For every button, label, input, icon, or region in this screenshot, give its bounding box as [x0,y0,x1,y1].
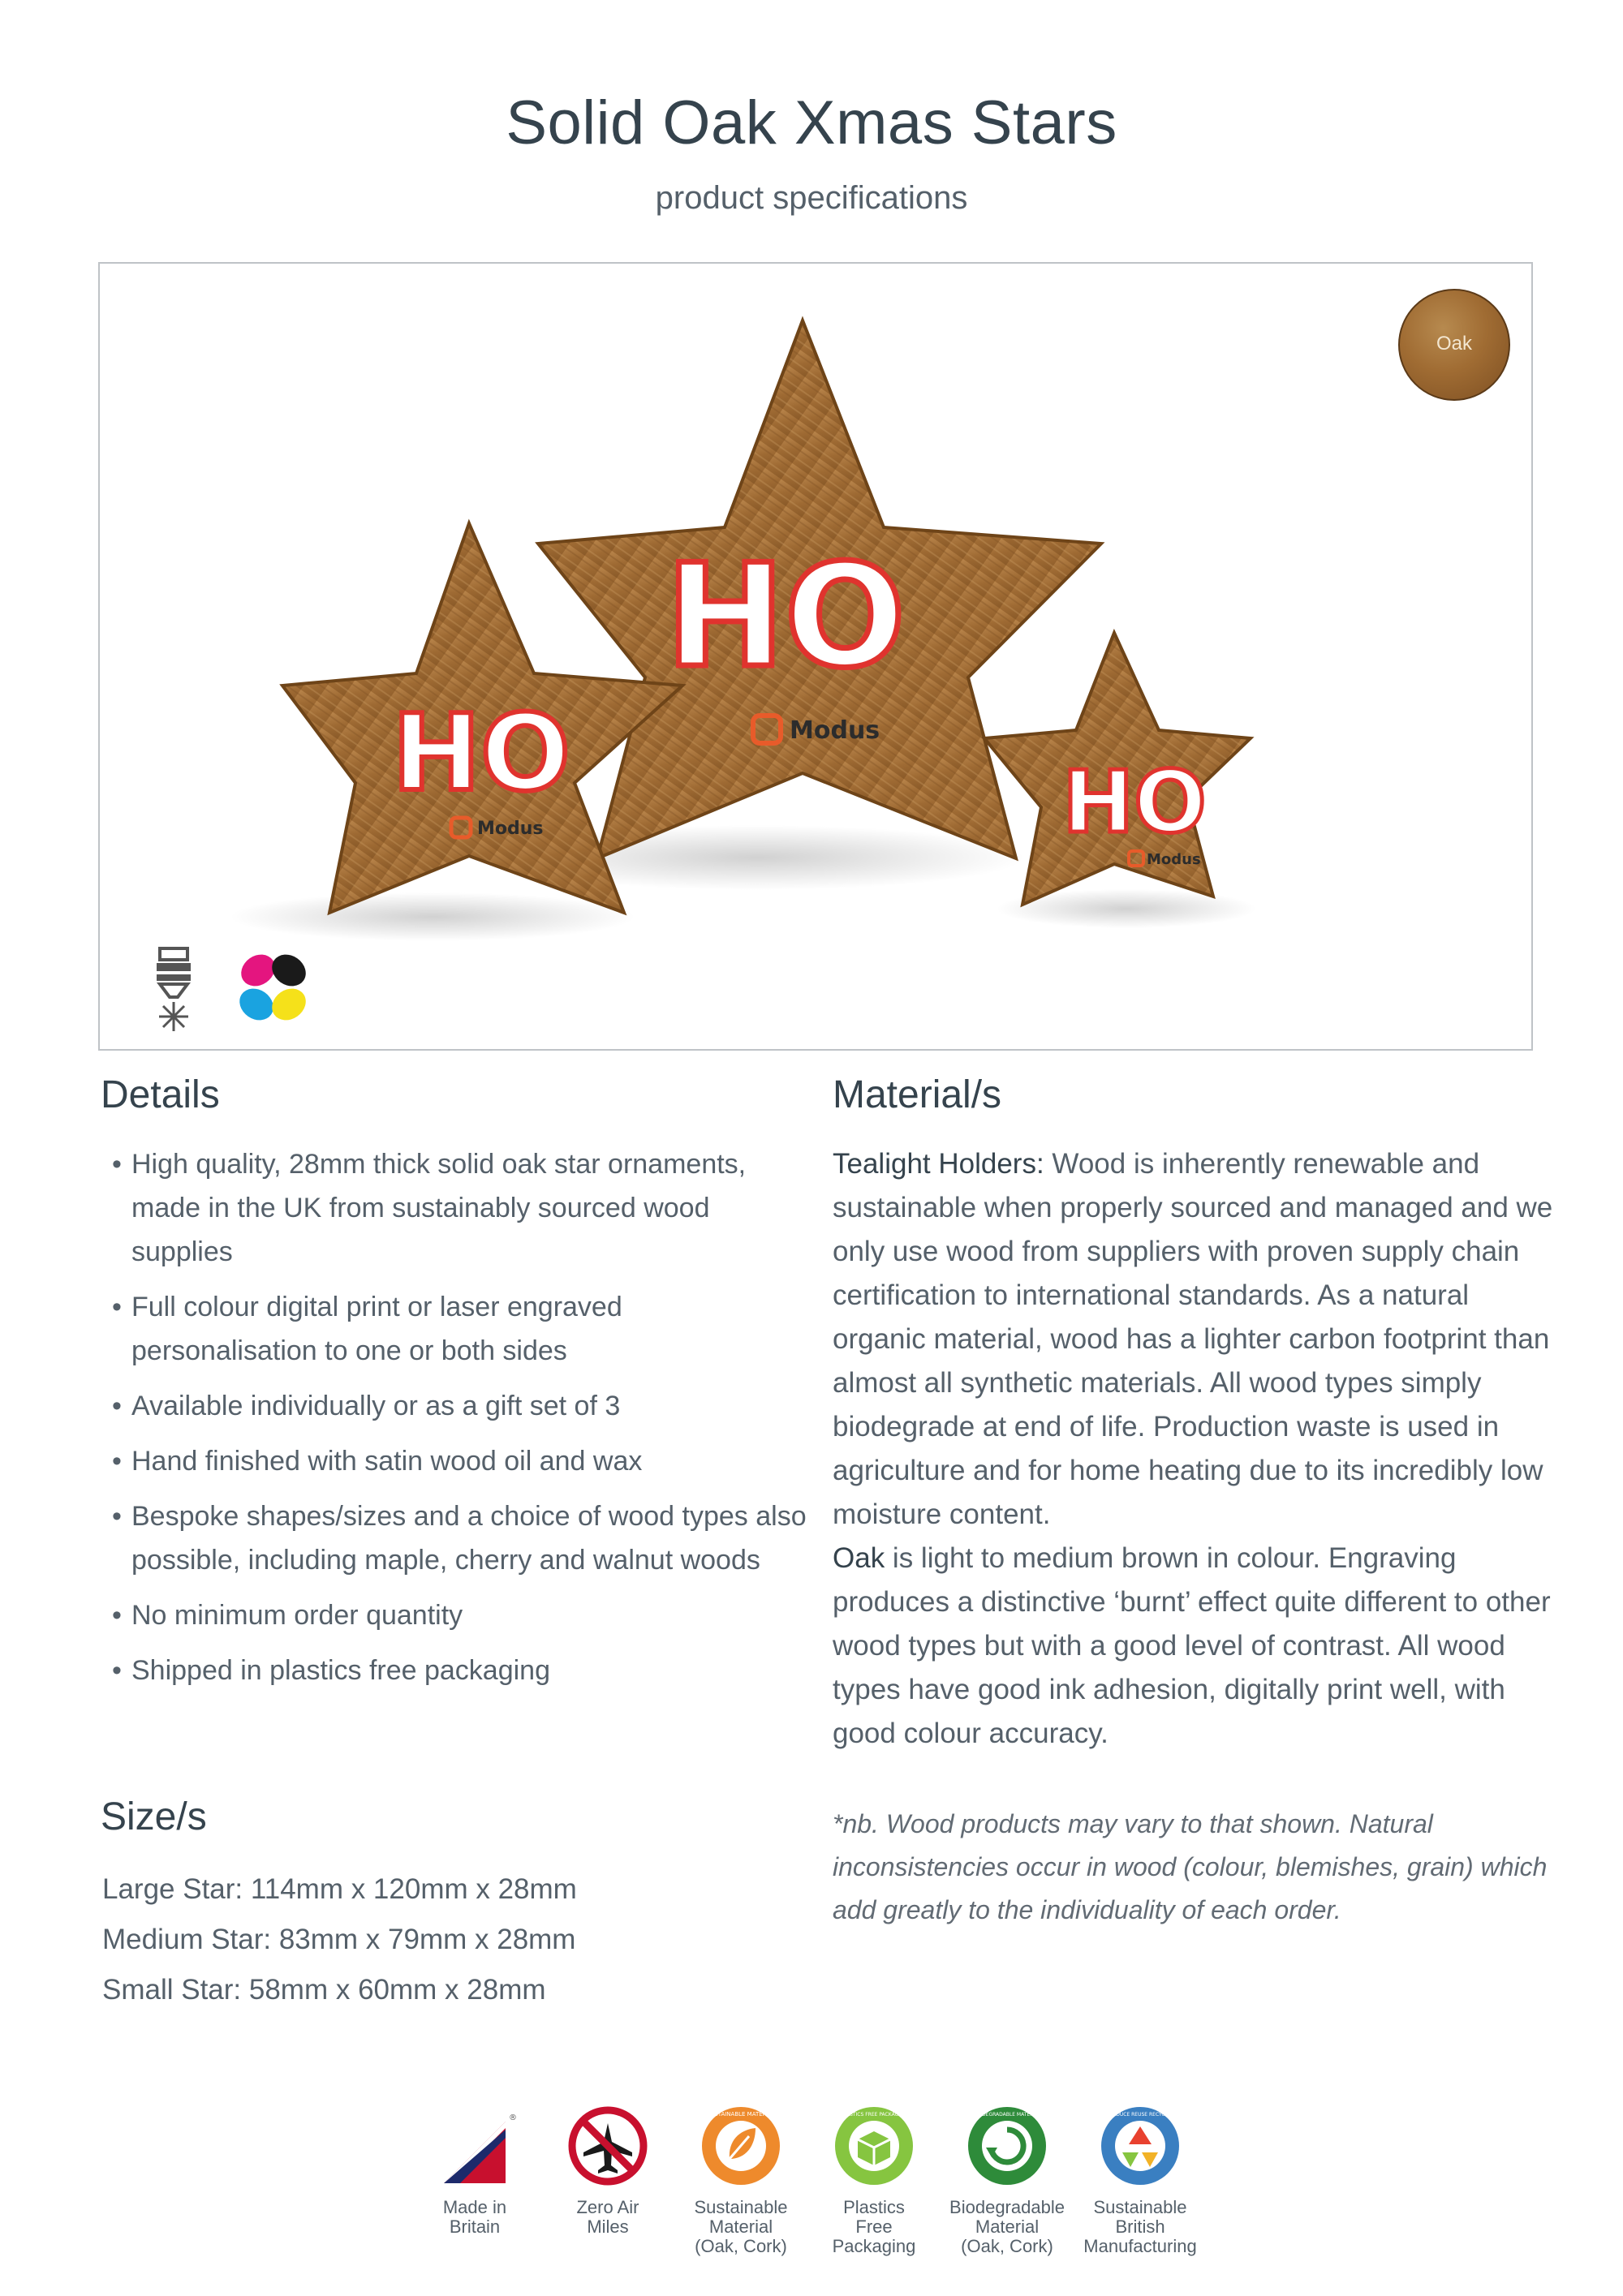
list-item: • No minimum order quantity [112,1593,810,1637]
medium-star-print: HO [392,691,570,815]
large-star-logo: Modus [790,716,880,745]
badge-caption: Plastics Free Packaging [832,2197,916,2256]
list-item: • Hand finished with satin wood oil and wax [112,1439,810,1483]
biodegradable-icon [966,2105,1048,2186]
small-star-logo: Modus [1147,851,1201,868]
page-title: Solid Oak Xmas Stars [506,88,1117,157]
union-flag-icon [434,2105,515,2186]
small-star [984,633,1251,905]
sizes-list [102,1864,800,2015]
badge-ring-text: REDUCE REUSE RECYCLE [1109,2112,1171,2118]
details-list [112,1142,810,1704]
list-item: • Full colour digital print or laser engraved personalisation to one or both sides [112,1285,810,1373]
material-lead-tealight: Tealight Holders: [833,1148,1044,1180]
reduce-reuse-recycle-icon [1100,2105,1181,2186]
size-item: Large Star: 114mm x 120mm x 28mm [102,1873,577,1905]
badge-sustainable-british-manufacturing [1071,2105,1209,2256]
list-item: • High quality, 28mm thick solid oak star ornaments, made in the UK from sustainably sourced wood supplies [112,1142,810,1274]
material-heading: Material/s [833,1073,1002,1116]
badge-ring-text: SUSTAINABLE MATERIAL [706,2111,776,2118]
wood-variation-note: *nb. Wood products may vary to that shown. Natural inconsistencies occur in wood (colour, blemishes, grain) which add greatly to the individuality of each order. [833,1809,1548,1924]
sizes-heading: Size/s [101,1795,207,1838]
oak-stars-illustration [100,264,1533,1051]
material-paragraph-1 [833,1142,1555,1537]
medium-star-logo: Modus [477,819,544,839]
material-body-1: Wood is inherently renewable and sustainable when properly sourced and managed and we only use wood from suppliers with proven supply chain certification to international standards. As a natural organic material, wood has a lighter carbon footprint than almost all synthetic materials. All wood types simply biodegrade at end of life. Production waste is used in agriculture and for home heating due to its incredibly low moisture content. [833,1148,1553,1530]
material-lead-oak: Oak [833,1542,885,1574]
list-item: • Available individually or as a gift set of 3 [112,1384,810,1428]
page-subtitle: product specifications [655,180,968,216]
size-item: Medium Star: 83mm x 79mm x 28mm [102,1924,576,1955]
large-star-print: HO [665,535,906,699]
zero-air-miles-icon [567,2105,648,2186]
laser-engraving-icon [145,945,202,1034]
material-paragraph-2 [833,1537,1555,1756]
list-item: • Shipped in plastics free packaging [112,1649,810,1692]
small-star-print: HO [1062,753,1207,852]
badge-caption: Biodegradable Material (Oak, Cork) [949,2197,1065,2256]
cmyk-print-icon [234,949,312,1027]
badge-biodegradable [938,2105,1076,2256]
badge-caption: Sustainable Material (Oak, Cork) [694,2197,788,2256]
badge-zero-air-miles [539,2105,677,2237]
size-item: Small Star: 58mm x 60mm x 28mm [102,1974,546,2006]
badge-made-in-britain [406,2105,544,2237]
badge-caption: Made in Britain [442,2197,507,2237]
badge-ring-text: PLASTICS FREE PACKAGING [840,2112,908,2118]
badge-caption: Sustainable British Manufacturing [1083,2197,1197,2256]
details-heading: Details [101,1073,220,1116]
oak-swatch-label: Oak [1436,333,1472,355]
sustainable-material-icon [700,2105,781,2186]
material-text [833,1142,1555,1756]
list-item: • Bespoke shapes/sizes and a choice of wood types also possible, including maple, cherry and walnut woods [112,1494,810,1582]
svg-text:®: ® [509,2113,517,2122]
product-hero-image [98,262,1533,1051]
badge-ring-text: BIODEGRADABLE MATERIAL [973,2112,1041,2118]
badge-sustainable-material [672,2105,810,2256]
badge-plastics-free [805,2105,943,2256]
material-body-2: is light to medium brown in colour. Engraving produces a distinctive ‘burnt’ effect quite different to other wood types but with a good level of contrast. All wood types have good ink adhesion, digitally print well, with good colour accuracy. [833,1542,1551,1749]
plastics-free-icon [833,2105,915,2186]
badge-caption: Zero Air Miles [576,2197,639,2237]
